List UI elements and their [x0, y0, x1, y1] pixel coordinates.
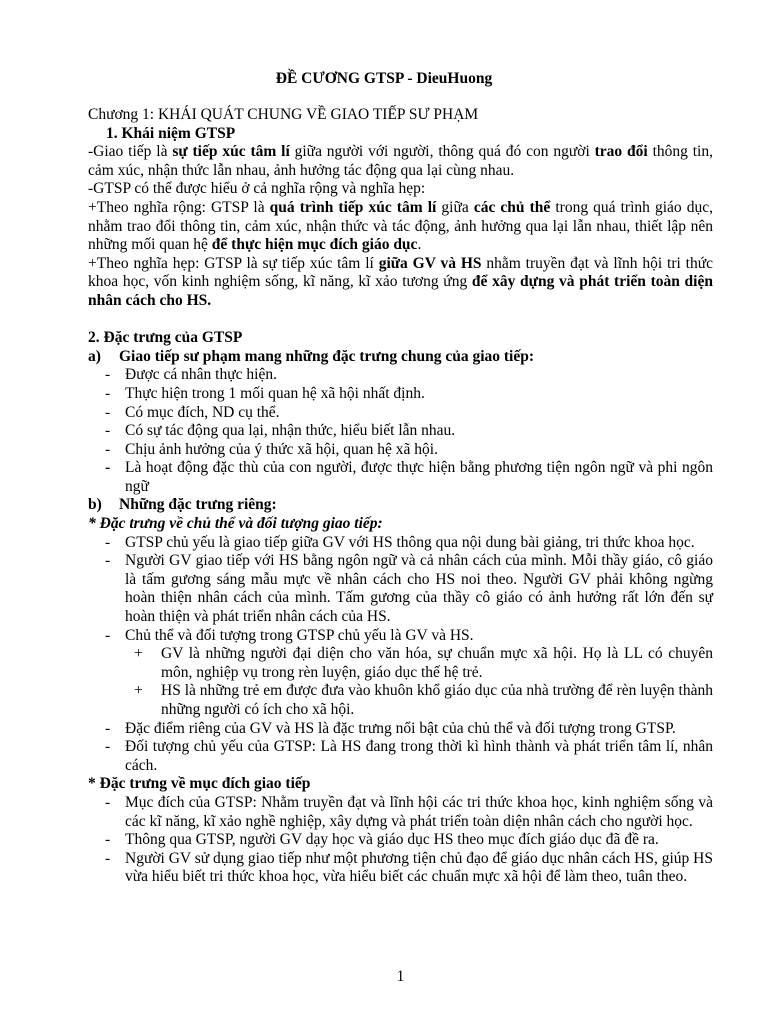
chapter-title: Chương 1: KHÁI QUÁT CHUNG VỀ GIAO TIẾP SƯ PHẠM — [88, 106, 479, 123]
list-item: - Có sự tác động qua lại, nhận thức, hiểu biết lẫn nhau. — [88, 422, 713, 441]
list-item: - Người GV giao tiếp với HS bằng ngôn ngữ và cả nhân cách của mình. Mỗi thầy giáo, cô giáo là tấm gương sáng mẫu mực về nhân cách cho HS noi theo. Người GV phải không ngừng hoàn thiện nhân cách của mình. Tấm gương của thầy cô giáo có ảnh hưởng rất lớn đến sự hoàn thiện và phát triển nhân cách của HS. — [88, 552, 713, 626]
page-number: 1 — [396, 968, 405, 985]
list-item: - Đối tượng chủ yếu của GTSP: Là HS đang trong thời kì hình thành và phát triển tâm lí, nhân cách. — [88, 738, 713, 775]
document-body — [88, 106, 713, 887]
common-traits-list — [88, 366, 713, 496]
sublist-item: + HS là những trẻ em được đưa vào khuôn khổ giáo dục của nhà trường để rèn luyện thành những người có ích cho xã hội. — [88, 682, 713, 719]
definition-paragraph: -Giao tiếp là sự tiếp xúc tâm lí giữa người với người, thông quá đó con người trao đổi thông tin, cảm xúc, nhận thức lẫn nhau, ảnh hưởng tác động qua lại cùng nhau. — [88, 143, 713, 179]
list-item: - Chịu ảnh hưởng của ý thức xã hội, quan hệ xã hội. — [88, 441, 713, 460]
list-item: - Được cá nhân thực hiện. — [88, 366, 713, 385]
document-title: ĐỀ CƯƠNG GTSP - DieuHuong — [275, 70, 493, 87]
list-item: - Thực hiện trong 1 mối quan hệ xã hội nhất định. — [88, 385, 713, 404]
spacer — [88, 311, 713, 330]
list-item: - Thông qua GTSP, người GV dạy học và giáo dục HS theo mục đích giáo dục đã đề ra. — [88, 831, 713, 850]
sublist-item: + GV là những người đại diện cho văn hóa, sự chuẩn mực xã hội. Họ là LL có chuyên môn, nghiệp vụ trong rèn luyện, giáo dục thế hệ trẻ. — [88, 645, 713, 682]
purpose-heading: * Đặc trưng về mục đích giao tiếp — [88, 775, 311, 793]
broad-meaning-paragraph: +Theo nghĩa rộng: GTSP là quá trình tiếp xúc tâm lí giữa các chủ thể trong quá trình giáo dục, nhằm trao đổi thông tin, cảm xúc, nhận thức và tác động, ảnh hưởng qua lại lẫn nhau, thiết lập nên những mối quan hệ để thực hiện mục đích giáo dục. — [88, 198, 713, 254]
scope-paragraph: -GTSP có thể được hiểu ở cả nghĩa rộng và nghĩa hẹp: — [88, 180, 426, 198]
narrow-meaning-paragraph: +Theo nghĩa hẹp: GTSP là sự tiếp xúc tâm lí giữa GV và HS nhằm truyền đạt và lĩnh hội tri thức khoa học, vốn kinh nghiệm sống, kĩ năng, kĩ xảo tương ứng để xây dựng và phát triển toàn diện nhân cách cho HS. — [88, 254, 713, 309]
subject-object-list-continued — [88, 720, 713, 776]
subject-object-heading: * Đặc trưng về chủ thể và đối tượng giao tiếp: — [88, 515, 383, 533]
section-1-heading: 1. Khái niệm GTSP — [106, 124, 236, 142]
section-2-heading: 2. Đặc trưng của GTSP — [88, 329, 243, 347]
subject-object-sublist — [88, 645, 713, 719]
purpose-list — [88, 794, 713, 887]
subsection-a-heading: a) Giao tiếp sư phạm mang những đặc trưng chung của giao tiếp: — [88, 347, 535, 365]
list-item: - Chủ thể và đối tượng trong GTSP chủ yếu là GV và HS. — [88, 627, 713, 646]
subject-object-list — [88, 534, 713, 646]
list-item: - Đặc điểm riêng của GV và HS là đặc trưng nổi bật của chủ thể và đối tượng trong GTSP. — [88, 720, 713, 739]
list-item: - Người GV sử dụng giao tiếp như một phương tiện chủ đạo để giáo dục nhân cách HS, giúp HS vừa hiểu biết tri thức khoa học, vừa hiểu biết các chuẩn mực xã hội để làm theo, tuân theo. — [88, 850, 713, 887]
list-item: - Mục đích của GTSP: Nhằm truyền đạt và lĩnh hội các tri thức khoa học, kinh nghiệm sống và các kĩ năng, kĩ xảo nghề nghiệp, xây dựng và phát triển toàn diện nhân cách cho người học. — [88, 794, 713, 831]
list-item: - Là hoạt động đặc thù của con người, được thực hiện bằng phương tiện ngôn ngữ và phi ngôn ngữ — [88, 459, 713, 496]
list-item: - Có mục đích, ND cụ thể. — [88, 404, 713, 423]
subsection-b-heading: b) Những đặc trưng riêng: — [88, 496, 277, 514]
list-item: - GTSP chủ yếu là giao tiếp giữa GV với HS thông qua nội dung bài giảng, tri thức khoa học. — [88, 534, 713, 553]
